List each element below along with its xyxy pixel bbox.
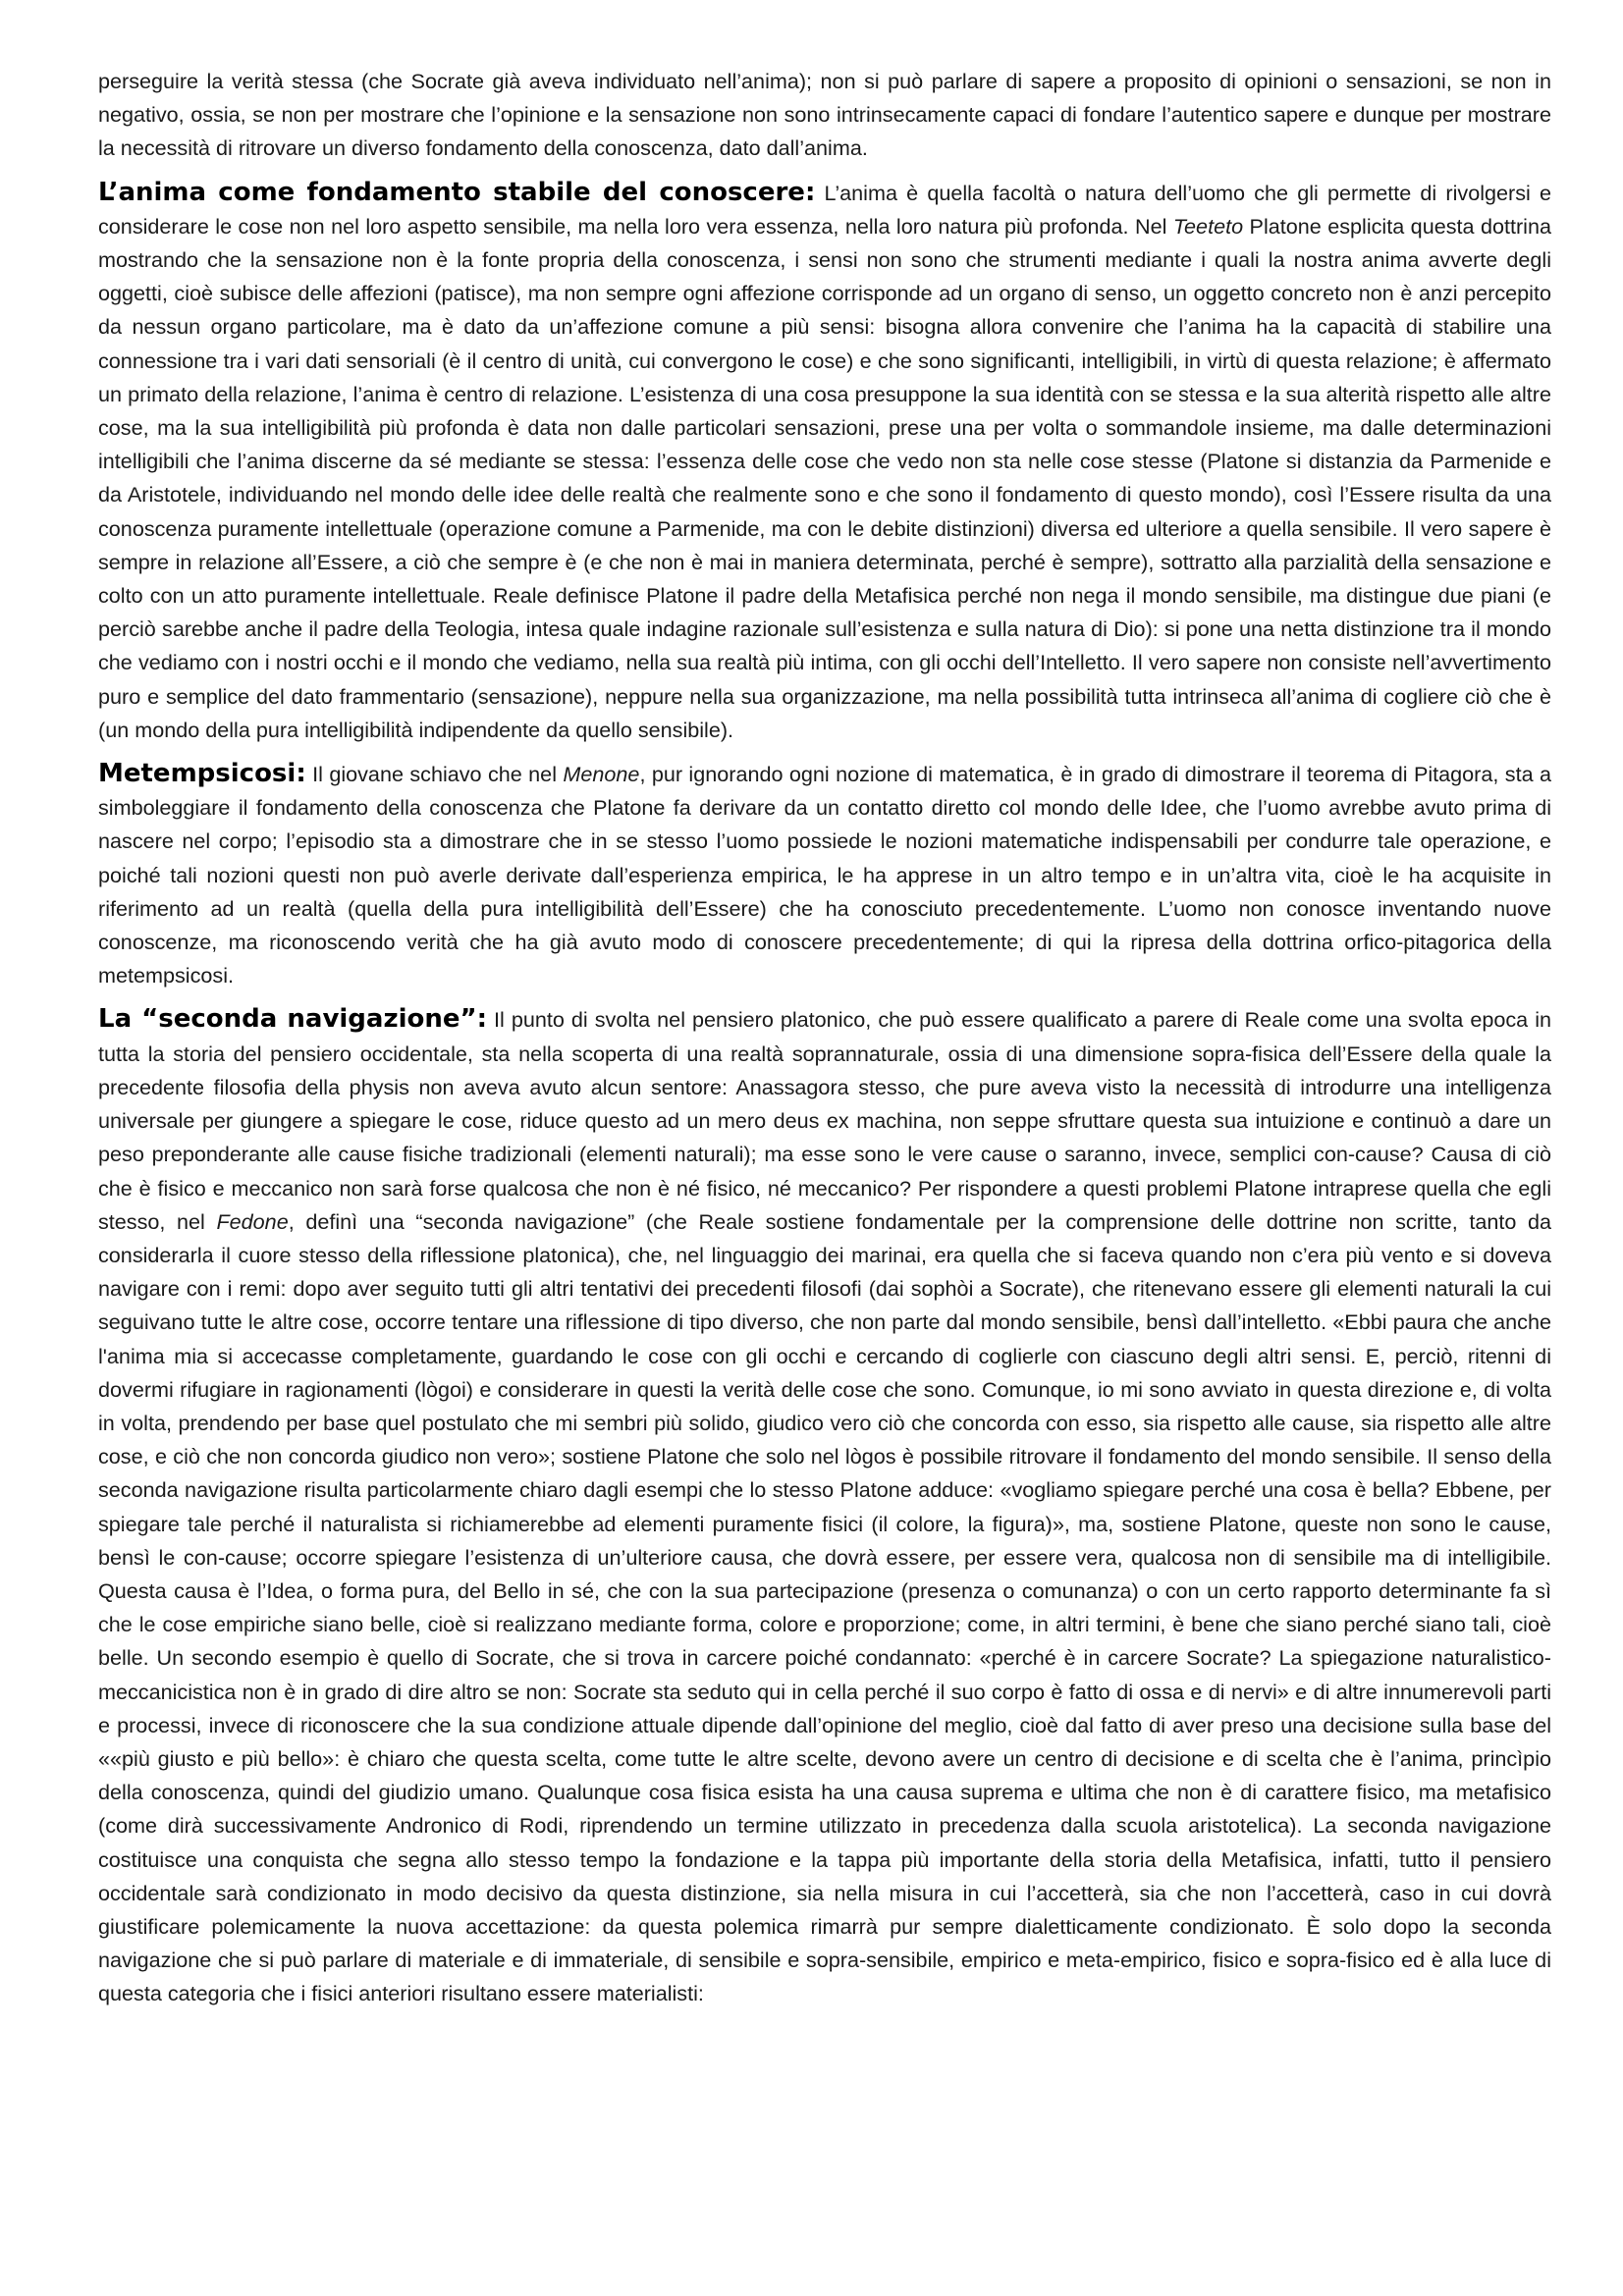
section-text: Platone esplicita questa dottrina mostrando che la sensazione non è la fonte propria della conoscenza, i sensi non sono che strumenti mediante i quali la nostra anima avverte degli oggetti, cioè subisce delle affezioni (patisce), ma non sempre ogni affezione corrisponde ad un organo di senso, un oggetto concreto non è anzi percepito da nessun organo particolare, ma è dato da un’affezione comune a più sensi: bisogna allora convenire che l’anima ha la capacità di stabilire una connessione tra i vari dati sensoriali (è il centro di unità, cui convergono le cose) e che sono significanti, intelligibili, in virtù di questa relazione; è affermato un primato della relazione, l’anima è centro di relazione. L’esistenza di una cosa presuppone la sua identità con se stessa e la sua alterità rispetto alle altre cose, ma la sua intelligibilità più profonda è data non dalle particolari sensazioni, prese una per volta o sommandole insieme, ma dalle determinazioni intelligibili che l’anima discerne da sé mediante se stessa: l’essenza delle cose che vedo non sta nelle cose stesse (Platone si distanzia da Parmenide e da Aristotele, individuando nel mondo delle idee delle realtà che realmente sono e che sono il fondamento di questo mondo), così l’Essere risulta da una conoscenza puramente intellettuale (operazione comune a Parmenide, ma con le debite distinzioni) diversa ed ulteriore a quella sensibile. Il vero sapere è sempre in relazione all’Essere, a ciò che sempre è (e che non è mai in maniera determinata, perché è sempre), sottratto alla parzialità della sensazione e colto con un atto puramente intellettuale. Reale definisce Platone il padre della Metafisica perché non nega il mondo sensibile, ma distingue due piani (e perciò sarebbe anche il padre della Teologia, intesa quale indagine razionale sull’esistenza e sulla natura di Dio): si pone una netta distinzione tra il mondo che vediamo con i nostri occhi e il mondo che vediamo, nella sua realtà più intima, con gli occhi dell’Intelletto. Il vero sapere non consiste nell’avvertimento puro e semplice del dato frammentario (sensazione), neppure nella sua organizzazione, ma nella possibilità tutta intrinseca all’anima di cogliere ciò che è (un mondo della pura intelligibilità indipendente da quello sensibile). — [98, 213, 1551, 742]
book-title-menone: Menone — [563, 762, 640, 787]
book-title-teeteto: Teeteto — [1172, 213, 1244, 239]
section-anima — [98, 176, 1551, 747]
section-heading-anima: L’anima come fondamento stabile del conoscere: — [98, 177, 816, 207]
section-text: Il giovane schiavo che nel — [305, 762, 564, 787]
section-metempsicosi — [98, 757, 1551, 992]
document-page — [98, 65, 1551, 2015]
section-heading-seconda-navigazione: La “seconda navigazione”: — [98, 1004, 488, 1035]
intro-paragraph — [98, 65, 1551, 166]
section-seconda-navigazione — [98, 1002, 1551, 2010]
section-text: Il punto di svolta nel pensiero platonico, che può essere qualificato a parere di Reale come una svolta epoca in tutta la storia del pensiero occidentale, sta nella scoperta di una realtà soprannaturale, ossia di una dimensione sopra-fisica dell’Essere della quale la precedente filosofia della physis non aveva avuto alcun sentore: Anassagora stesso, che pure aveva visto la necessità di introdurre una intelligenza universale per giungere a spiegare le cose, riduce questo ad un mero deus ex machina, non seppe sfruttare questa sua intuizione e continuò a dare un peso preponderante alle cause fisiche tradizionali (elementi naturali); ma esse sono le vere cause o saranno, invece, semplici con-cause? Causa di ciò che è fisico e meccanico non sarà forse qualcosa che non è né fisico, né meccanico? Per rispondere a questi problemi Platone intraprese quella che egli stesso, nel — [98, 1007, 1551, 1234]
section-text: , definì una “seconda navigazione” (che Reale sostiene fondamentale per la comprensione delle dottrine non scritte, tanto da considerarla il cuore stesso della riflessione platonica), che, nel linguaggio dei marinai, era quella che si faceva quando non c’era più vento e si doveva navigare con i remi: dopo aver seguito tutti gli altri tentativi dei precedenti filosofi (dai sophòi a Socrate), che ritenevano essere gli elementi naturali la cui seguivano tutte le altre cose, occorre tentare una riflessione di tipo diverso, che non parte dal mondo sensibile, bensì dall’intelletto. «Ebbi paura che anche l'anima mia si accecasse completamente, guardando le cose con gli occhi e cercando di coglierle con ciascuno degli altri sensi. E, perciò, ritenni di dovermi rifugiare in ragionamenti (lògoi) e considerare in questi la verità delle cose che sono. Comunque, io mi sono avviato in questa direzione e, di volta in volta, prendendo per base quel postulato che mi sembri più solido, giudico vero ciò che concorda con esso, sia rispetto alle cause, sia rispetto alle altre cose, e ciò che non concorda giudico non vero»; sostiene Platone che solo nel lògos è possibile ritrovare il fondamento del mondo sensibile. Il senso della seconda navigazione risulta particolarmente chiaro dagli esempi che lo stesso Platone adduce: «vogliamo spiegare perché una cosa è bella? Ebbene, per spiegare tale perché il naturalista si richiamerebbe ad elementi puramente fisici (il colore, la figura)», ma, sostiene Platone, queste non sono le cause, bensì le con-cause; occorre spiegare l’esistenza di un’ulteriore causa, che dovrà essere, per essere vera, qualcosa non di sensibile ma di intelligibile. Questa causa è l’Idea, o forma pura, del Bello in sé, che con la sua partecipazione (presenza o comunanza) o con un certo rapporto determinante fa sì che le cose empiriche siano belle, cioè si realizzano mediante forma, colore e proporzione; come, in altri termini, è bene che siano perché siano tali, cioè belle. Un secondo esempio è quello di Socrate, che si trova in carcere poiché condannato: «perché è in carcere Socrate? La spiegazione naturalistico-meccanicistica non è in grado di dire altro se non: Socrate sta seduto qui in cella perché il suo corpo è fatto di ossa e di nervi» e di altre innumerevoli parti e processi, invece di riconoscere che la sua condizione attuale dipende dall’opinione del meglio, cioè dal fatto di aver preso una decisione sulla base del ««più giusto e più bello»: è chiaro che questa scelta, come tutte le altre scelte, devono avere un centro di decisione e di scelta che è l’anima, princìpio della conoscenza, quindi del giudizio umano. Qualunque cosa fisica esista ha una causa suprema e ultima che non è di carattere fisico, ma metafisico (come dirà successivamente Andronico di Rodi, riprendendo un termine utilizzato in precedenza dalla scuola aristotelica). La seconda navigazione costituisce una conquista che segna allo stesso tempo la fondazione e la tappa più importante della storia della Metafisica, infatti, tutto il pensiero occidentale sarà condizionato in modo decisivo da questa distinzione, sia nella misura in cui l’accetterà, sia che non l’accetterà, caso in cui dovrà giustificare polemicamente la nuova accettazione: da questa polemica rimarrà pur sempre dialetticamente condizionato. È solo dopo la seconda navigazione che si può parlare di materiale e di immateriale, di sensibile e sopra-sensibile, empirico e meta-empirico, fisico e sopra-fisico ed è alla luce di questa categoria che i fisici anteriori risultano essere materialisti: — [98, 1208, 1551, 2006]
section-text: L’anima è quella facoltà o natura dell’uomo che gli permette di rivolgersi e considerare le cose non nel loro aspetto sensibile, ma nella loro vera essenza, nella loro natura più profonda. Nel — [98, 180, 1552, 239]
section-text: , pur ignorando ogni nozione di matematica, è in grado di dimostrare il teorema di Pitagora, sta a simboleggiare il fondamento della conoscenza che Platone fa derivare da un contatto diretto col mondo delle Idee, che l’uomo avrebbe avuto prima di nascere nel corpo; l’episodio sta a dimostrare che in se stesso l’uomo possiede le nozioni matematiche indispensabili per condurre tale operazione, e poiché tali nozioni questi non può averle derivate dall’esperienza empirica, le ha apprese in un altro tempo e in un’altra vita, cioè le ha acquisite in riferimento ad un realtà (quella della pura intelligibilità dell’Essere) che ha conosciuto precedentemente. L’uomo non conosce inventando nuove conoscenze, ma riconoscendo verità che ha già avuto modo di conoscere precedentemente; di qui la ripresa della dottrina orfico-pitagorica della metempsicosi. — [98, 762, 1551, 988]
book-title-fedone: Fedone — [216, 1208, 289, 1234]
section-heading-metempsicosi: Metempsicosi: — [98, 759, 306, 789]
intro-text: perseguire la verità stessa (che Socrate già aveva individuato nell’anima); non si può parlare di sapere a proposito di opinioni o sensazioni, se non in negativo, ossia, se non per mostrare che l’opinione e la sensazione non sono intrinsecamente capaci di fondare l’autentico sapere e dunque per mostrare la necessità di ritrovare un diverso fondamento della conoscenza, dato dall’anima. — [98, 69, 1551, 161]
